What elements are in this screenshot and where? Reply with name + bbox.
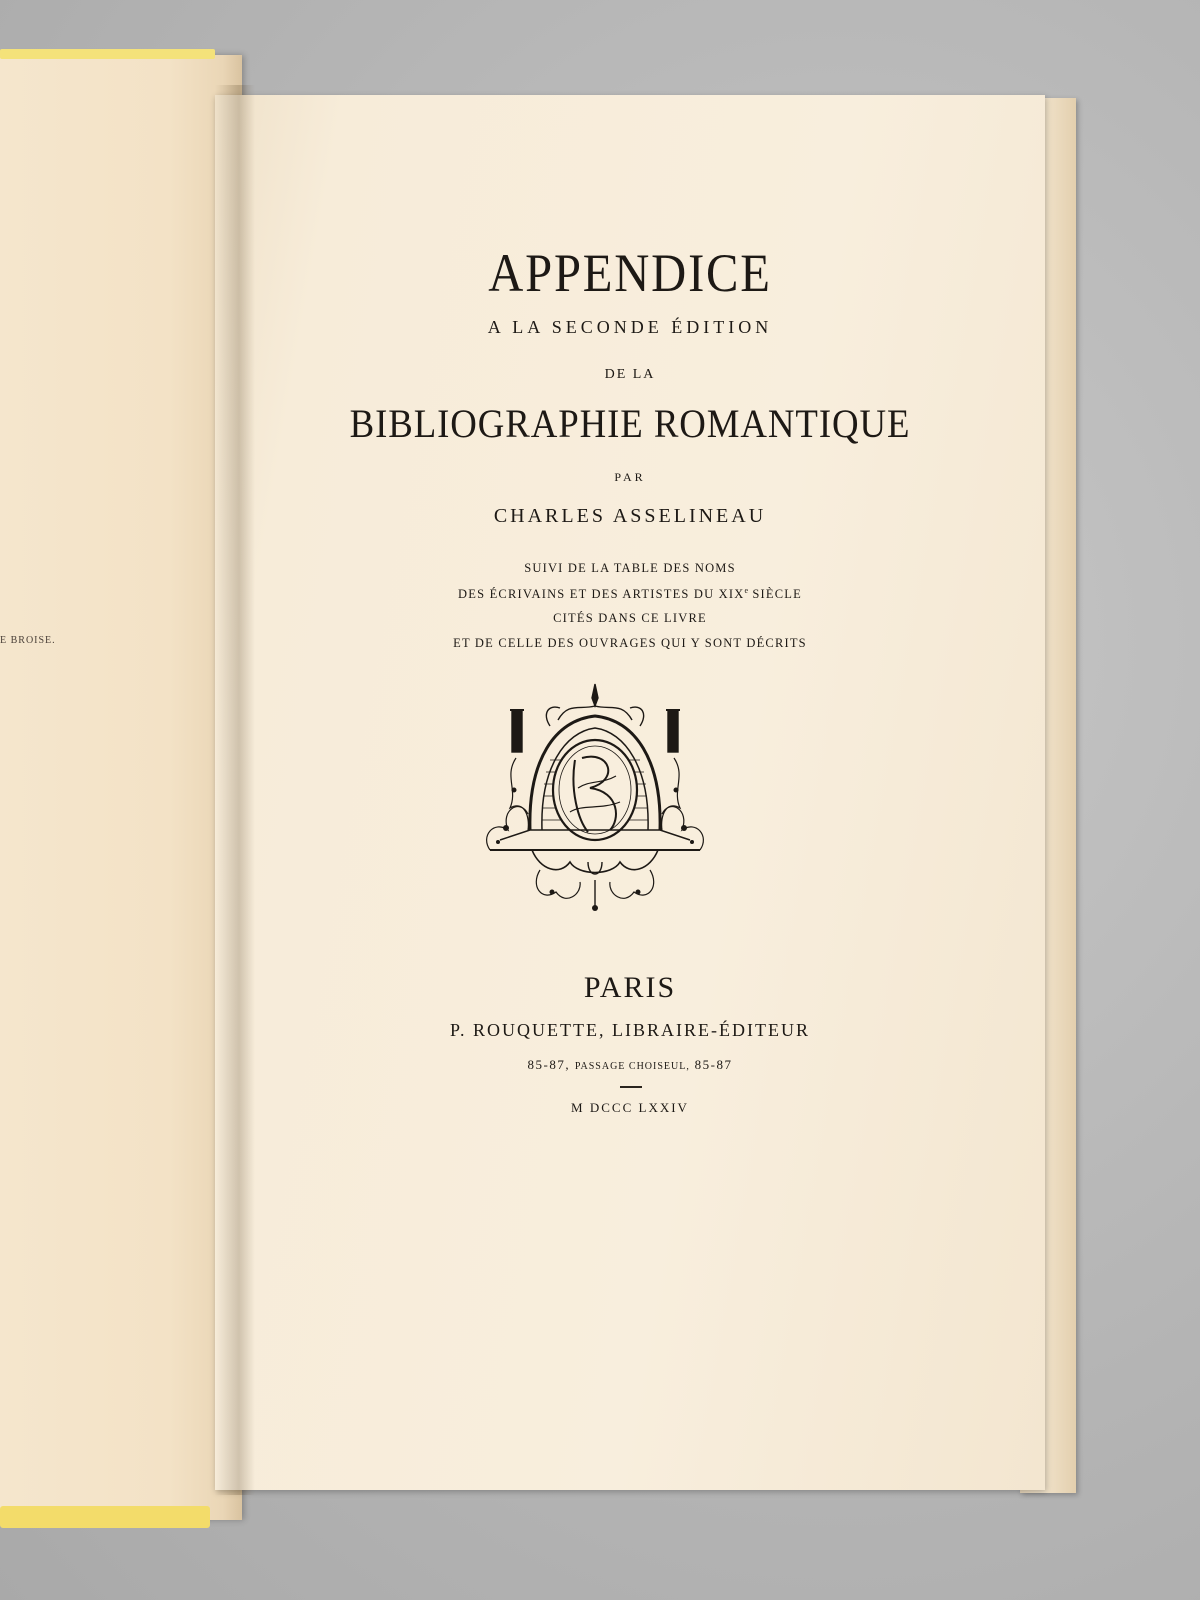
author-name: CHARLES ASSELINEAU [493,505,767,527]
left-page-imprint-fragment: E BROISE. [0,635,56,646]
main-title: BIBLIOGRAPHIE ROMANTIQUE [349,401,911,446]
publisher-address [215,1057,1045,1073]
gutter-shadow [215,85,255,1495]
subtitle-line-2: DE LA [604,367,656,382]
title-page [215,95,1045,1490]
yellow-cover-edge-bottom [0,1506,210,1528]
publication-year: M DCCC LXXIV [571,1100,689,1115]
short-rule-divider [620,1086,642,1088]
century-superscript: e [744,586,749,595]
suivi-line-1: SUIVI DE LA TABLE DES NOMS [524,561,736,575]
publisher-monogram-vignette [470,680,720,920]
left-page [0,55,242,1520]
publisher-name: P. ROUQUETTE, LIBRAIRE-ÉDITEUR [450,1020,810,1040]
subtitle-line-1: A LA SECONDE ÉDITION [487,317,773,337]
address-number-right: 85-87 [694,1057,733,1072]
yellow-cover-edge-top [0,49,215,59]
book-title: APPENDICE [488,243,772,303]
suivi-line-3: CITÉS DANS CE LIVRE [553,611,707,625]
suivi-line-4: ET DE CELLE DES OUVRAGES QUI Y SONT DÉCRITS [453,636,807,650]
suivi-line-2-pre: DES ÉCRIVAINS ET DES ARTISTES DU XIX [458,587,745,602]
par-label: PAR [614,470,646,484]
suivi-line-2 [215,586,1045,602]
suivi-line-2-post: SIÈCLE [748,587,802,602]
address-street: PASSAGE CHOISEUL, [574,1061,690,1072]
address-number-left: 85-87, [527,1057,571,1072]
imprint-city: PARIS [583,971,677,1004]
